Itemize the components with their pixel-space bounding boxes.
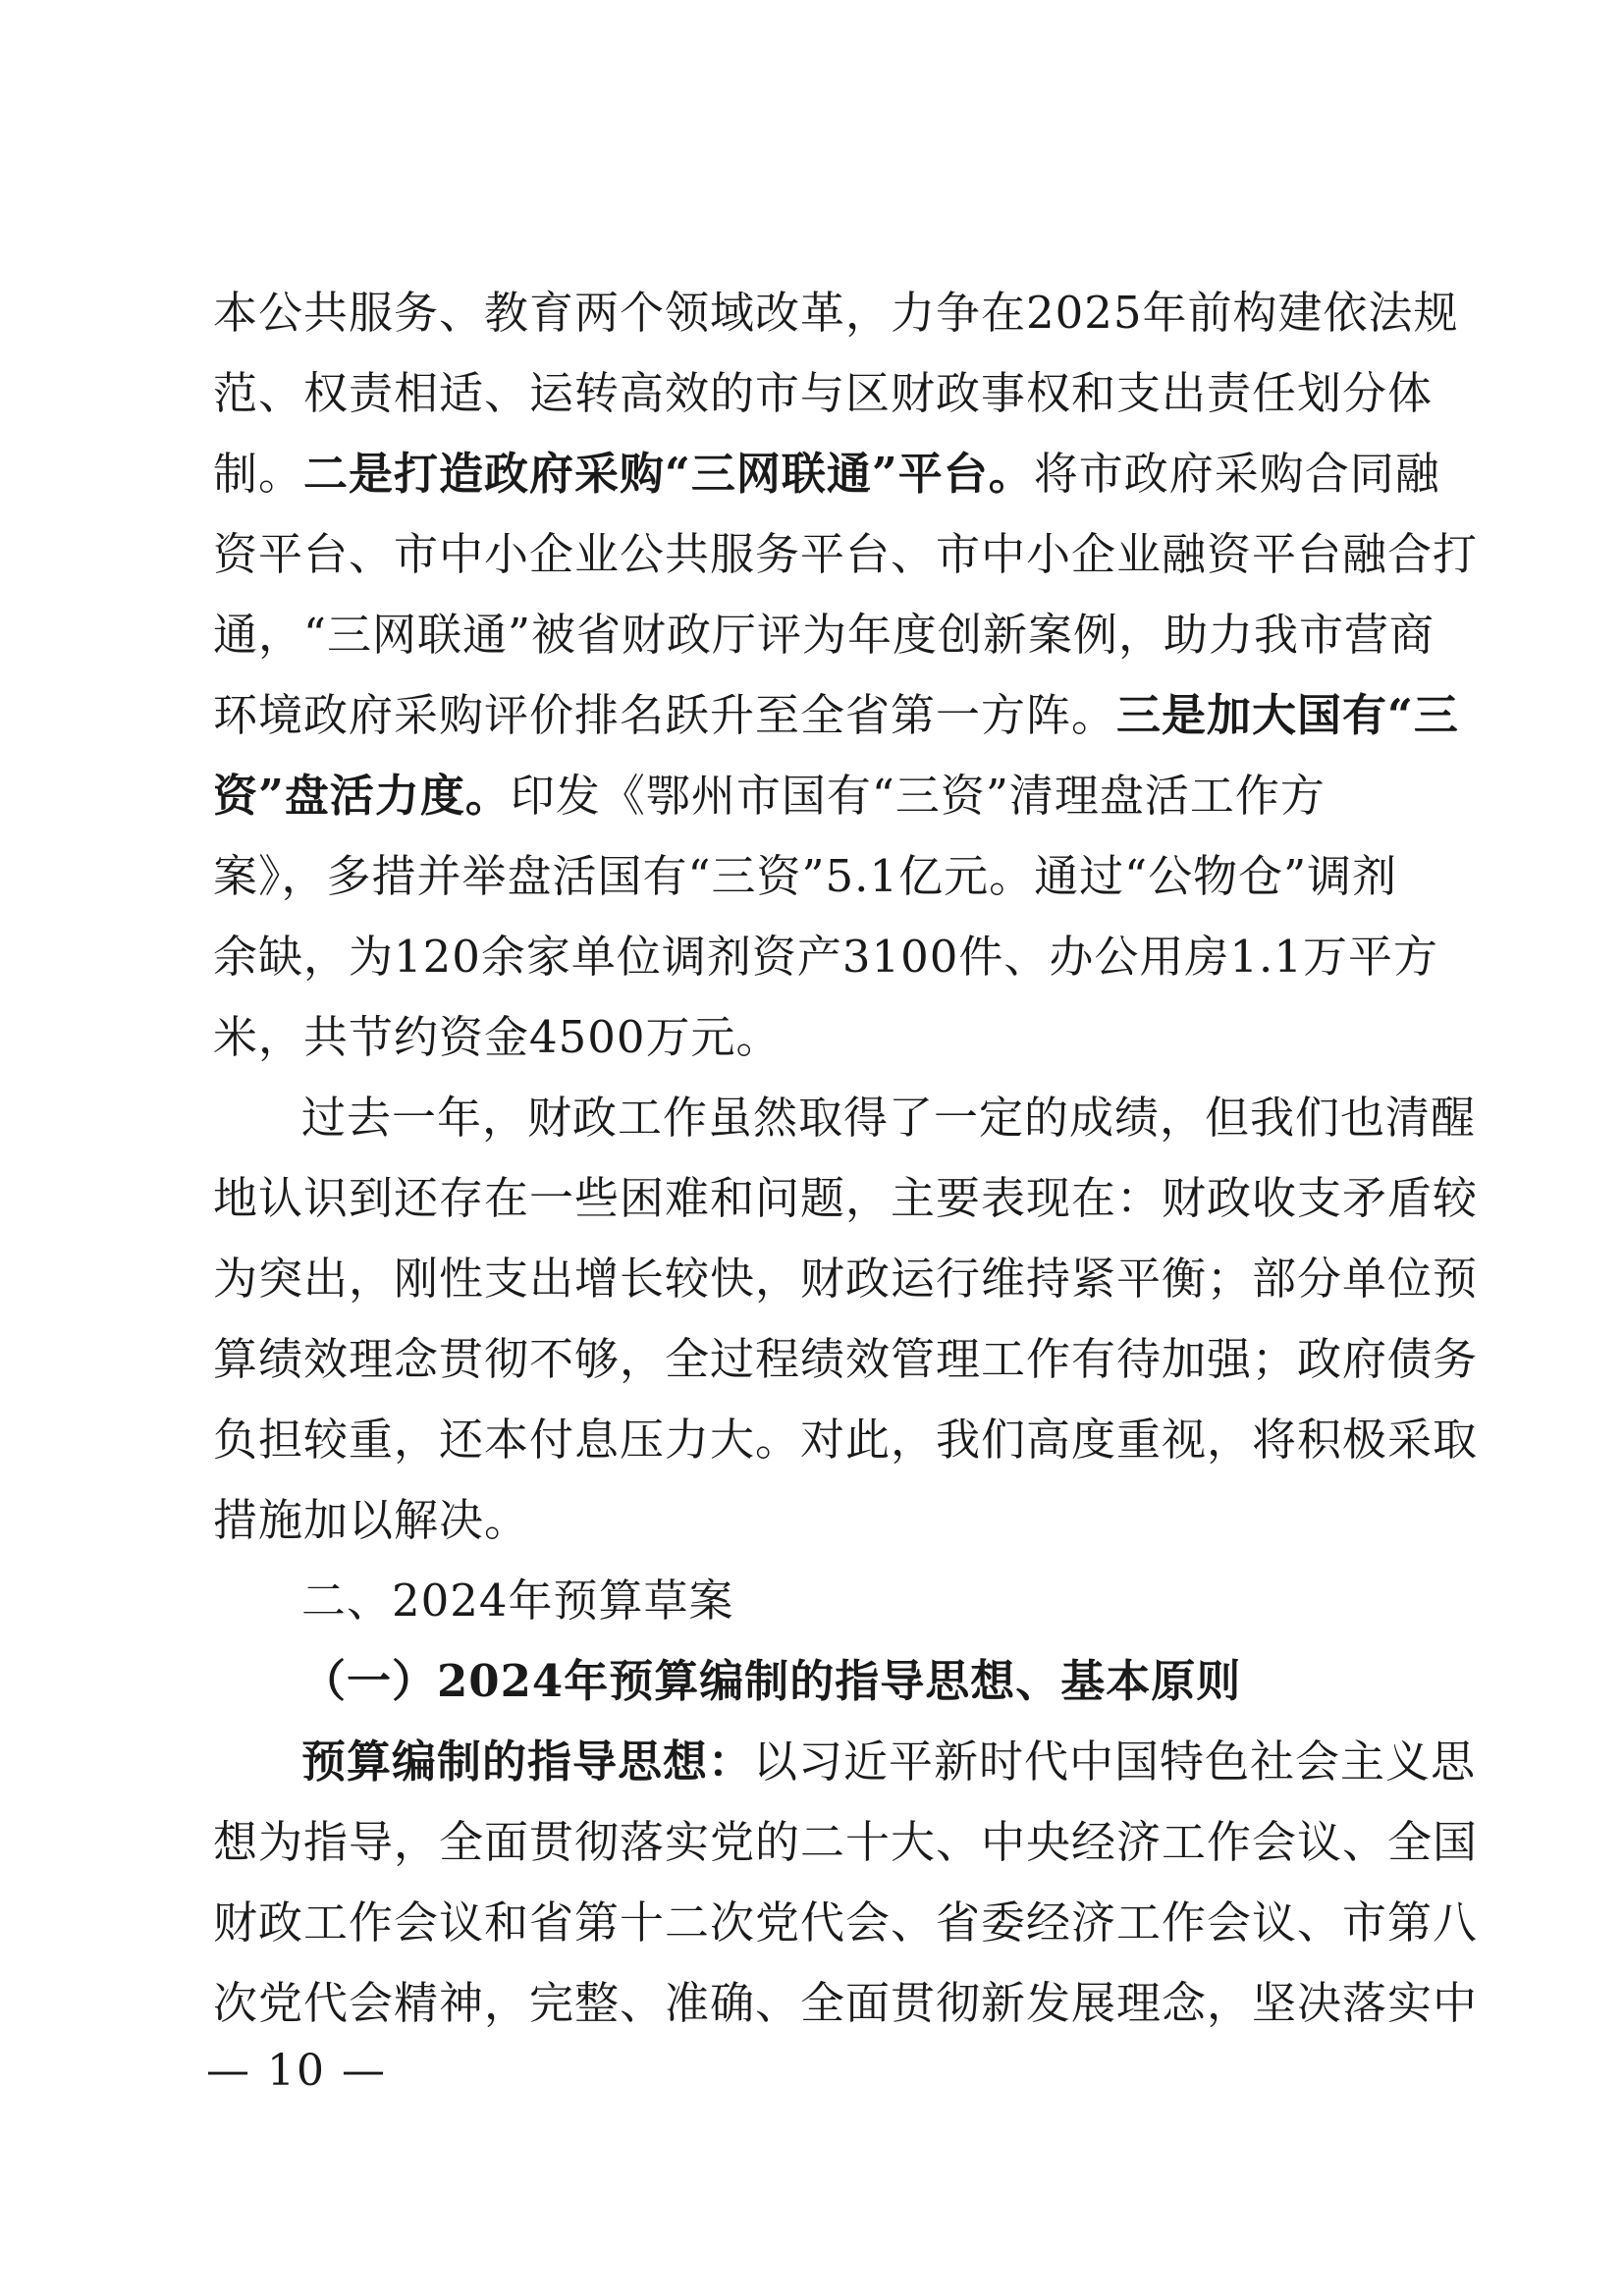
text-segment: 将市政府采购合同融 xyxy=(1033,448,1440,500)
text-segment: 想为指导，全面贯彻落实党的二十大、中央经济工作会议、全国 xyxy=(213,1816,1479,1868)
text-line xyxy=(213,595,1435,675)
bold-text-segment: 三是加大国有“三 xyxy=(1116,689,1459,741)
text-line xyxy=(213,1883,1479,1963)
text-segment: 为突出，刚性支出增长较快，财政运行维持紧平衡；部分单位预 xyxy=(213,1253,1479,1305)
text-segment: 算绩效理念贯彻不够，全过程绩效管理工作有待加强；政府债务 xyxy=(213,1333,1479,1385)
text-line xyxy=(213,1400,1479,1480)
text-line xyxy=(213,1561,1416,1641)
text-segment: 负担较重，还本付息压力大。对此，我们高度重视，将积极采取 xyxy=(213,1414,1479,1466)
text-segment: 资平台、市中小企业公共服务平台、市中小企业融资平台融合打 xyxy=(213,528,1479,580)
text-line xyxy=(213,1078,1477,1158)
text-segment: 过去一年，财政工作虽然取得了一定的成绩，但我们也清醒 xyxy=(301,1092,1477,1144)
text-line xyxy=(213,1239,1479,1319)
text-line xyxy=(213,836,1416,917)
document-body xyxy=(213,273,1479,2044)
text-line xyxy=(213,675,1459,756)
text-segment: 米，共节约资金4500万元。 xyxy=(213,1011,782,1063)
text-line xyxy=(213,353,1434,434)
text-line xyxy=(213,917,1438,997)
bold-text-segment: 预算编制的指导思想： xyxy=(301,1735,754,1788)
text-line xyxy=(213,273,1459,353)
text-line xyxy=(213,997,1416,1078)
text-segment: 措施加以解决。 xyxy=(213,1494,530,1546)
text-line xyxy=(213,1722,1477,1802)
text-segment: 财政工作会议和省第十二次党代会、省委经济工作会议、市第八 xyxy=(213,1896,1479,1949)
text-segment: 制。 xyxy=(213,448,304,500)
text-line xyxy=(213,1641,1416,1722)
bold-text-segment: 资”盘活力度。 xyxy=(213,770,511,822)
text-segment: 二、2024年预算草案 xyxy=(301,1575,734,1627)
text-line xyxy=(213,1963,1479,2044)
text-segment: 环境政府采购评价排名跃升至全省第一方阵。 xyxy=(213,689,1117,741)
bold-text-segment: 二是打造政府采购“三网联通”平台。 xyxy=(303,448,1034,500)
text-segment: 通，“三网联通”被省财政厅评为年度创新案例，助力我市营商 xyxy=(213,609,1435,661)
text-segment: 地认识到还存在一些困难和问题，主要表现在：财政收支矛盾较 xyxy=(213,1172,1479,1224)
text-segment: 本公共服务、教育两个领域改革，力争在2025年前构建依法规 xyxy=(213,287,1459,339)
text-segment: 印发《鄂州市国有“三资”清理盘活工作方 xyxy=(510,770,1326,822)
text-line xyxy=(213,1319,1479,1400)
text-line xyxy=(213,514,1479,595)
bold-text-segment: （一）2024年预算编制的指导思想、基本原则 xyxy=(301,1655,1242,1707)
text-line xyxy=(213,756,1416,836)
text-segment: 余缺，为120余家单位调剂资产3100件、办公用房1.1万平方 xyxy=(213,931,1438,983)
text-line xyxy=(213,1480,1416,1561)
text-segment: 范、权责相适、运转高效的市与区财政事权和支出责任划分体 xyxy=(213,367,1434,419)
text-segment: 次党代会精神，完整、准确、全面贯彻新发展理念，坚决落实中 xyxy=(213,1977,1479,2029)
page-number: — 10 — xyxy=(206,2046,387,2096)
text-line xyxy=(213,1158,1479,1239)
text-segment: 案》，多措并举盘活国有“三资”5.1亿元。通过“公物仓”调剂 xyxy=(213,850,1398,902)
text-line xyxy=(213,1802,1479,1883)
text-segment: 以习近平新时代中国特色社会主义思 xyxy=(753,1735,1477,1788)
text-line xyxy=(213,434,1440,514)
